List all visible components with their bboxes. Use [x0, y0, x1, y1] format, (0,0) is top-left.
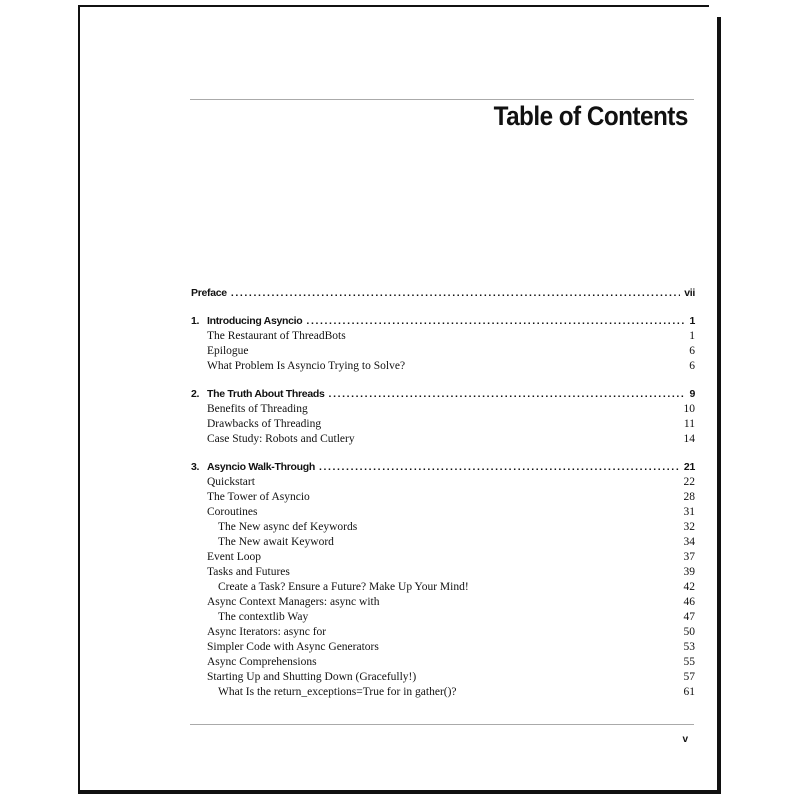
section-title: Case Study: Robots and Cutlery — [207, 433, 355, 445]
section-page: 6 — [689, 345, 695, 357]
section-page: 22 — [683, 476, 695, 488]
page-title: Table of Contents — [493, 101, 688, 131]
section-page: 32 — [683, 521, 695, 533]
chapter-page: 21 — [683, 461, 695, 473]
toc-chapter-1 — [191, 314, 695, 374]
toc-section[interactable] — [191, 490, 695, 505]
dot-leader — [319, 460, 680, 475]
toc-section[interactable] — [191, 329, 695, 344]
section-title: Drawbacks of Threading — [207, 418, 322, 430]
toc-subsection[interactable] — [191, 580, 695, 595]
book-page — [78, 5, 721, 794]
section-title: Tasks and Futures — [207, 566, 290, 578]
toc-section[interactable] — [191, 432, 695, 447]
toc-section[interactable] — [191, 359, 695, 374]
section-title: Benefits of Threading — [207, 403, 308, 415]
section-title: Simpler Code with Async Generators — [207, 641, 379, 653]
section-title: Async Iterators: async for — [207, 626, 327, 638]
section-page: 28 — [683, 491, 695, 503]
chapter-title: Introducing Asyncio — [207, 315, 303, 327]
chapter-title: Asyncio Walk-Through — [207, 461, 315, 473]
section-title: The contextlib Way — [218, 611, 309, 623]
toc-preface-block — [191, 286, 695, 301]
toc-chapter-heading[interactable] — [191, 460, 695, 475]
header-rule — [190, 99, 694, 100]
toc-entry-title: Preface — [191, 287, 227, 299]
section-page: 42 — [683, 581, 695, 593]
chapter-page: 9 — [689, 388, 695, 400]
toc-subsection[interactable] — [191, 610, 695, 625]
section-title: Async Comprehensions — [207, 656, 317, 668]
section-title: The Restaurant of ThreadBots — [207, 330, 346, 342]
dot-leader — [306, 314, 685, 329]
section-page: 55 — [683, 656, 695, 668]
chapter-page: 1 — [689, 315, 695, 327]
section-page: 1 — [689, 330, 695, 342]
toc-section[interactable] — [191, 550, 695, 565]
section-page: 53 — [683, 641, 695, 653]
toc-section[interactable] — [191, 505, 695, 520]
section-page: 50 — [683, 626, 695, 638]
page-number: v — [682, 734, 688, 745]
toc-entry-preface[interactable] — [191, 286, 695, 301]
section-title: The New async def Keywords — [218, 521, 358, 533]
chapter-number: 2. — [191, 388, 200, 400]
section-page: 37 — [683, 551, 695, 563]
footer-rule — [190, 724, 694, 725]
section-title: Epilogue — [207, 345, 249, 357]
section-page: 61 — [683, 686, 695, 698]
section-page: 34 — [683, 536, 695, 548]
toc-section[interactable] — [191, 595, 695, 610]
toc-chapter-3 — [191, 460, 695, 700]
toc-section[interactable] — [191, 565, 695, 580]
toc-section[interactable] — [191, 640, 695, 655]
dot-leader — [231, 286, 680, 301]
section-title: Async Context Managers: async with — [207, 596, 380, 608]
section-page: 6 — [689, 360, 695, 372]
toc-chapter-2 — [191, 387, 695, 447]
toc-section[interactable] — [191, 670, 695, 685]
section-title: What Is the return_exceptions=True for in gather()? — [218, 686, 457, 698]
section-page: 46 — [683, 596, 695, 608]
chapter-number: 3. — [191, 461, 200, 473]
chapter-number: 1. — [191, 315, 200, 327]
toc-section[interactable] — [191, 417, 695, 432]
toc-chapter-heading[interactable] — [191, 387, 695, 402]
toc-section[interactable] — [191, 344, 695, 359]
section-title: The New await Keyword — [218, 536, 334, 548]
dot-leader — [329, 387, 686, 402]
toc-entry-page: vii — [684, 287, 695, 299]
section-title: Create a Task? Ensure a Future? Make Up Your Mind! — [218, 581, 469, 593]
section-page: 57 — [683, 671, 695, 683]
section-title: What Problem Is Asyncio Trying to Solve? — [207, 360, 406, 372]
toc-subsection[interactable] — [191, 535, 695, 550]
toc-subsection[interactable] — [191, 520, 695, 535]
section-page: 14 — [683, 433, 695, 445]
toc-section[interactable] — [191, 402, 695, 417]
section-page: 10 — [683, 403, 695, 415]
section-title: Starting Up and Shutting Down (Gracefully!) — [207, 671, 417, 683]
page-corner — [709, 5, 721, 17]
toc-section[interactable] — [191, 625, 695, 640]
section-title: The Tower of Asyncio — [207, 491, 310, 503]
chapter-title: The Truth About Threads — [207, 388, 325, 400]
section-page: 11 — [683, 418, 695, 430]
toc-chapter-heading[interactable] — [191, 314, 695, 329]
toc-list — [191, 286, 695, 713]
section-title: Coroutines — [207, 506, 258, 518]
section-title: Quickstart — [207, 476, 255, 488]
section-page: 31 — [683, 506, 695, 518]
section-page: 39 — [683, 566, 695, 578]
section-title: Event Loop — [207, 551, 261, 563]
toc-section[interactable] — [191, 655, 695, 670]
section-page: 47 — [683, 611, 695, 623]
toc-section[interactable] — [191, 475, 695, 490]
toc-subsection[interactable] — [191, 685, 695, 700]
